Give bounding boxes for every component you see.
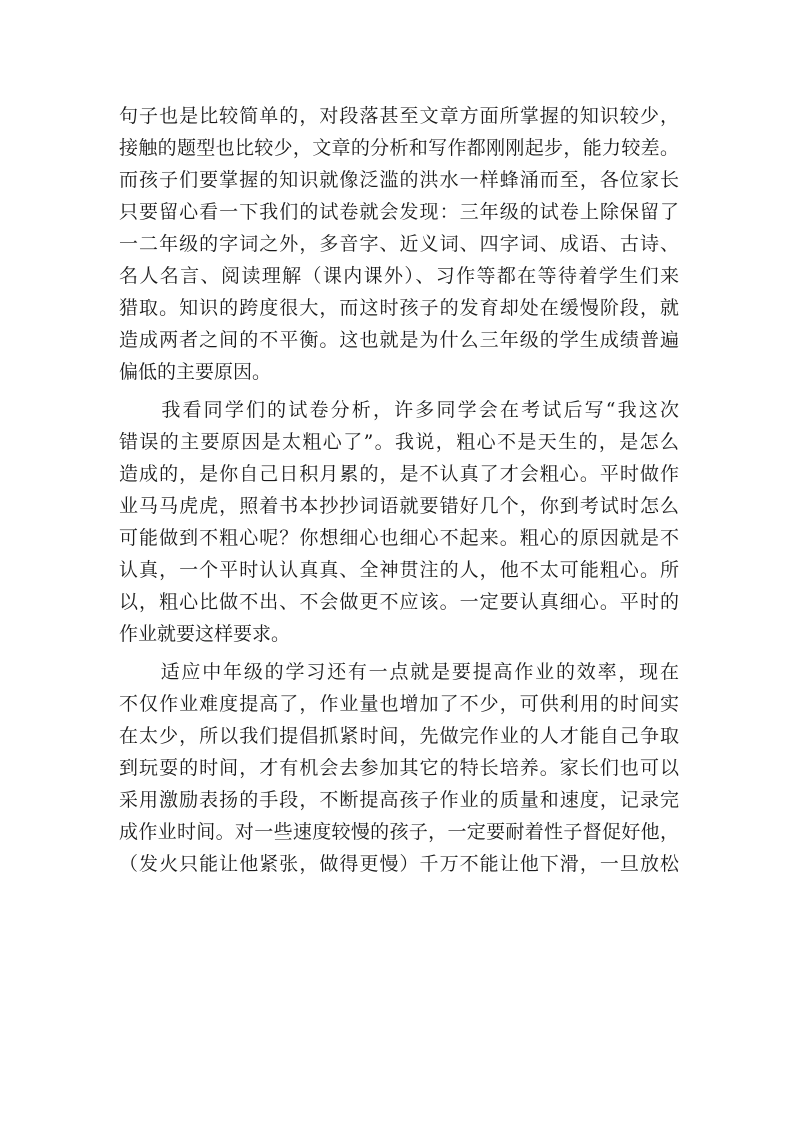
text-line: 名人名言、阅读理解（课内课外）、习作等都在等待着学生们来 — [119, 265, 679, 287]
paragraph-1 — [119, 100, 679, 388]
text-line: 认真，一个平时认认真真、全神贯注的人，他不太可能粗心。所 — [119, 559, 679, 581]
text-line: 造成的，是你自己日积月累的，是不认真了才会粗心。平时做作 — [119, 463, 679, 485]
text-line: 句子也是比较简单的，对段落甚至文章方面所掌握的知识较少， — [119, 105, 679, 127]
text-line: 接触的题型也比较少，文章的分析和写作都刚刚起步，能力较差。 — [119, 137, 679, 159]
text-line: 适应中年级的学习还有一点就是要提高作业的效率，现在 — [119, 661, 679, 683]
document-body — [119, 100, 679, 880]
text-line: 到玩耍的时间，才有机会去参加其它的特长培养。家长们也可以 — [119, 757, 679, 779]
text-line: 在太少，所以我们提倡抓紧时间，先做完作业的人才能自己争取 — [119, 725, 679, 747]
text-line: 猎取。知识的跨度很大，而这时孩子的发育却处在缓慢阶段，就 — [119, 297, 679, 319]
text-line: 作业就要这样要求。 — [119, 623, 291, 645]
text-line: 而孩子们要掌握的知识就像泛滥的洪水一样蜂涌而至，各位家长 — [119, 169, 679, 191]
text-line: 一二年级的字词之外，多音字、近义词、四字词、成语、古诗、 — [119, 233, 679, 255]
paragraph-3 — [119, 656, 679, 880]
text-line: 错误的主要原因是太粗心了”。我说，粗心不是天生的，是怎么 — [119, 431, 679, 453]
text-line: 可能做到不粗心呢？你想细心也细心不起来。粗心的原因就是不 — [119, 527, 679, 549]
text-line: 成作业时间。对一些速度较慢的孩子，一定要耐着性子督促好他， — [119, 821, 679, 843]
text-line: 造成两者之间的不平衡。这也就是为什么三年级的学生成绩普遍 — [119, 329, 679, 351]
text-line: 我看同学们的试卷分析，许多同学会在考试后写“我这次 — [119, 399, 679, 421]
text-line: （发火只能让他紧张，做得更慢）千万不能让他下滑，一旦放松 — [119, 853, 679, 875]
text-line: 只要留心看一下我们的试卷就会发现：三年级的试卷上除保留了 — [119, 201, 679, 223]
text-line: 以，粗心比做不出、不会做更不应该。一定要认真细心。平时的 — [119, 591, 679, 613]
text-line: 偏低的主要原因。 — [119, 361, 272, 383]
text-line: 采用激励表扬的手段，不断提高孩子作业的质量和速度，记录完 — [119, 789, 679, 811]
text-line: 不仅作业难度提高了，作业量也增加了不少，可供利用的时间实 — [119, 693, 679, 715]
text-line: 业马马虎虎，照着书本抄抄词语就要错好几个，你到考试时怎么 — [119, 495, 679, 517]
paragraph-2 — [119, 394, 679, 650]
